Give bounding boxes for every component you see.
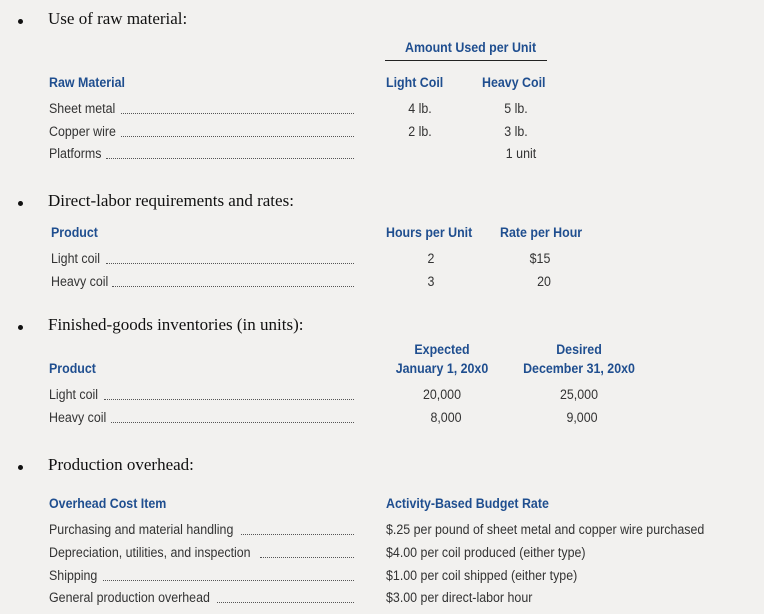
rate-value: $15 (529, 251, 551, 266)
rate-value: $.25 per pound of sheet metal and copper wire purchased (386, 522, 705, 537)
section-heading: Finished-goods inventories (in units): (48, 315, 304, 334)
raw-material-header: Raw Material (49, 75, 125, 90)
desired-date-header: December 31, 20x0 (523, 361, 635, 376)
row-label: Copper wire (49, 124, 116, 139)
leader-dots (112, 286, 354, 287)
leader-dots (121, 136, 354, 137)
expected-date-header: January 1, 20x0 (395, 361, 489, 376)
rate-value: $1.00 per coil shipped (either type) (386, 568, 578, 583)
desired-value: 25,000 (559, 387, 598, 402)
section-heading: Direct-labor requirements and rates: (48, 191, 294, 210)
leader-dots (103, 580, 354, 581)
desired-value: 9,000 (566, 410, 598, 425)
row-label: Heavy coil (51, 274, 109, 289)
bullet-icon (18, 325, 23, 330)
hours-value: 2 (427, 251, 435, 266)
row-label: Shipping (49, 568, 98, 583)
section-heading: Production overhead: (48, 455, 194, 474)
activity-rate-header: Activity-Based Budget Rate (386, 496, 549, 511)
leader-dots (104, 399, 354, 400)
overhead-cost-item-header: Overhead Cost Item (49, 496, 167, 511)
bullet-icon (18, 465, 23, 470)
light-coil-header: Light Coil (386, 75, 444, 90)
leader-dots (260, 557, 354, 558)
row-label: Sheet metal (49, 101, 116, 116)
leader-dots (121, 113, 354, 114)
rate-per-hour-header: Rate per Hour (500, 225, 583, 240)
heavy-coil-value: 1 unit (505, 146, 537, 161)
amount-used-header: Amount Used per Unit (405, 40, 537, 55)
row-label: Purchasing and material handling (49, 522, 234, 537)
light-coil-value: 2 lb. (408, 124, 432, 139)
bullet-icon (18, 201, 23, 206)
expected-value: 8,000 (430, 410, 462, 425)
rate-value: $3.00 per direct-labor hour (386, 590, 533, 605)
expected-header: Expected (414, 342, 470, 357)
section-heading: Use of raw material: (48, 9, 188, 28)
header-rule (385, 60, 547, 61)
product-header: Product (49, 361, 96, 376)
heavy-coil-value: 5 lb. (504, 101, 528, 116)
product-header: Product (51, 225, 98, 240)
row-label: Depreciation, utilities, and inspection (49, 545, 251, 560)
hours-per-unit-header: Hours per Unit (386, 225, 473, 240)
light-coil-value: 4 lb. (408, 101, 432, 116)
leader-dots (217, 602, 354, 603)
leader-dots (241, 534, 354, 535)
hours-value: 3 (427, 274, 435, 289)
leader-dots (111, 422, 354, 423)
row-label: General production overhead (49, 590, 210, 605)
row-label: Heavy coil (49, 410, 107, 425)
leader-dots (106, 158, 354, 159)
rate-value: $4.00 per coil produced (either type) (386, 545, 586, 560)
heavy-coil-header: Heavy Coil (482, 75, 546, 90)
heavy-coil-value: 3 lb. (504, 124, 528, 139)
row-label: Light coil (49, 387, 99, 402)
row-label: Platforms (49, 146, 102, 161)
row-label: Light coil (51, 251, 101, 266)
leader-dots (106, 263, 354, 264)
expected-value: 20,000 (422, 387, 461, 402)
bullet-icon (18, 19, 23, 24)
desired-header: Desired (556, 342, 602, 357)
rate-value: 20 (537, 274, 551, 289)
